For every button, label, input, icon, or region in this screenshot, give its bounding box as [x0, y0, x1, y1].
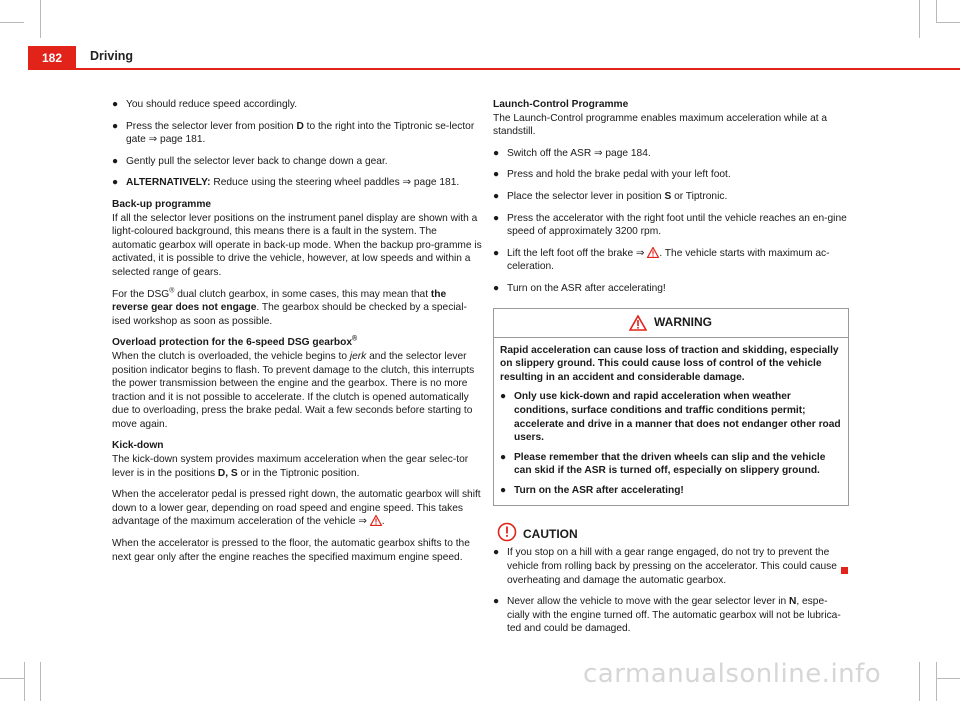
- caution-header: [493, 520, 849, 546]
- crop-mark: [936, 662, 937, 701]
- crop-mark: [0, 678, 24, 679]
- list-item: ● Press and hold the brake pedal with your left foot.: [493, 169, 731, 181]
- right-column: [493, 98, 849, 644]
- section-end-marker: [841, 567, 848, 574]
- caution-title: CAUTION: [523, 527, 578, 542]
- left-column: [112, 98, 482, 572]
- backup-heading: Back-up programme: [112, 198, 212, 210]
- launch-text: The Launch-Control programme enables maximum acceleration while at a standstill.: [493, 112, 828, 138]
- list-item: ● Please remember that the driven wheels can slip and the vehicle can skid if the ASR is turned off, especially on slippery ground.: [500, 451, 826, 477]
- warning-title: WARNING: [654, 314, 712, 329]
- list-item: ● Only use kick-down and rapid acceleration when weather conditions, surface conditions and traffic conditions permit; accelerate and drive in a manner that does not endanger other road users.: [500, 391, 841, 444]
- kickdown-text: The kick-down system provides maximum acceleration when the gear selec-tor lever is in the positions D, S or in the Tiptronic position.: [112, 454, 469, 479]
- list-item: ● Press the accelerator with the right foot until the vehicle reaches an en-gine speed of approximately 3200 rpm.: [493, 212, 847, 238]
- crop-mark: [40, 0, 41, 38]
- warning-header: [494, 309, 848, 338]
- kickdown-heading: Kick-down: [112, 440, 164, 452]
- warning-triangle-icon: [647, 247, 659, 258]
- list-item: ● Place the selector lever in position S or Tiptronic.: [493, 190, 728, 202]
- list-item: ● Gently pull the selector lever back to change down a gear.: [112, 155, 388, 167]
- caution-exclamation-icon: [497, 522, 517, 542]
- warning-triangle-icon: [370, 515, 382, 526]
- launch-heading: Launch-Control Programme: [493, 99, 629, 110]
- kickdown-text-3: When the accelerator is pressed to the floor, the automatic gearbox shifts to the next gear only after the engine reaches the specified maximum engine speed.: [112, 538, 470, 563]
- backup-text: If all the selector lever positions on the instrument panel display are shown with a light-coloured background, this means there is a fault in the system. The automatic gearbox will operate in back-up mode. When the backup pro-gramme is activated, it is possible to drive the vehicle, however, at low speeds and within a selected range of gears.: [112, 212, 482, 278]
- list-item: ● Never allow the vehicle to move with the gear selector lever in N, espe-cially with the engine turned off. The automatic gearbox will not be lubrica-ted and could be damaged.: [493, 596, 841, 635]
- list-item: ● Turn on the ASR after accelerating!: [500, 484, 684, 496]
- crop-mark: [919, 662, 920, 701]
- crop-mark: [0, 22, 24, 23]
- overload-heading: Overload protection for the 6-speed DSG gearbox®: [112, 335, 358, 349]
- dsg-text: For the DSG® dual clutch gearbox, in some cases, this may mean that the reverse gear does not engage. The gearbox should be checked by a special-ised workshop as soon as possible.: [112, 287, 467, 327]
- kickdown-text-2: When the accelerator pedal is pressed right down, the automatic gearbox will shift down to a lower gear, depending on road speed and engine speed. This takes advantage of the maximum acceleration of the vehicle ⇒ .: [112, 489, 481, 528]
- warning-triangle-icon: [629, 315, 647, 331]
- watermark: carmanualsonline.info: [583, 659, 882, 689]
- list-item: ● Lift the left foot off the brake ⇒ . The vehicle starts with maximum ac-celeration.: [493, 247, 830, 273]
- crop-mark: [936, 22, 960, 23]
- crop-mark: [936, 678, 960, 679]
- list-item: ● Turn on the ASR after accelerating!: [493, 282, 666, 294]
- section-title: Driving: [90, 49, 134, 63]
- warning-intro: Rapid acceleration can cause loss of traction and skidding, especially on slippery ground. This could cause loss of control of the vehicle resulting in an accident and considerable damage.: [500, 344, 839, 383]
- warning-box: [493, 308, 849, 507]
- crop-mark: [919, 0, 920, 38]
- warning-body: [494, 338, 848, 506]
- crop-mark: [936, 0, 937, 22]
- list-item: ● If you stop on a hill with a gear range engaged, do not try to prevent the vehicle from rolling back by pressing on the accelerator. This could cause overheating and damage the automatic gearbox.: [493, 547, 837, 586]
- crop-mark: [40, 662, 41, 701]
- list-item: ● Switch off the ASR ⇒ page 184.: [493, 147, 651, 159]
- list-item: ● ALTERNATIVELY: Reduce using the steering wheel paddles ⇒ page 181.: [112, 177, 460, 189]
- page-number: 182: [41, 51, 63, 65]
- list-item: ● You should reduce speed accordingly.: [112, 99, 298, 110]
- crop-mark: [24, 662, 25, 701]
- list-item: ● Press the selector lever from position D to the right into the Tiptronic se-lector gate ⇒ page 181.: [112, 120, 475, 146]
- header-rule: [76, 68, 960, 70]
- overload-text: When the clutch is overloaded, the vehicle begins to jerk and the selector lever position indicator begins to flash. To prevent damage to the clutch, this interrupts the power transmission between the engine and the gearbox. There is no more traction and it is not possible to accelerate. If the clutch is opened automatically due to overloading, press the brake pedal. Wait a few seconds before starting to move again.: [112, 350, 475, 430]
